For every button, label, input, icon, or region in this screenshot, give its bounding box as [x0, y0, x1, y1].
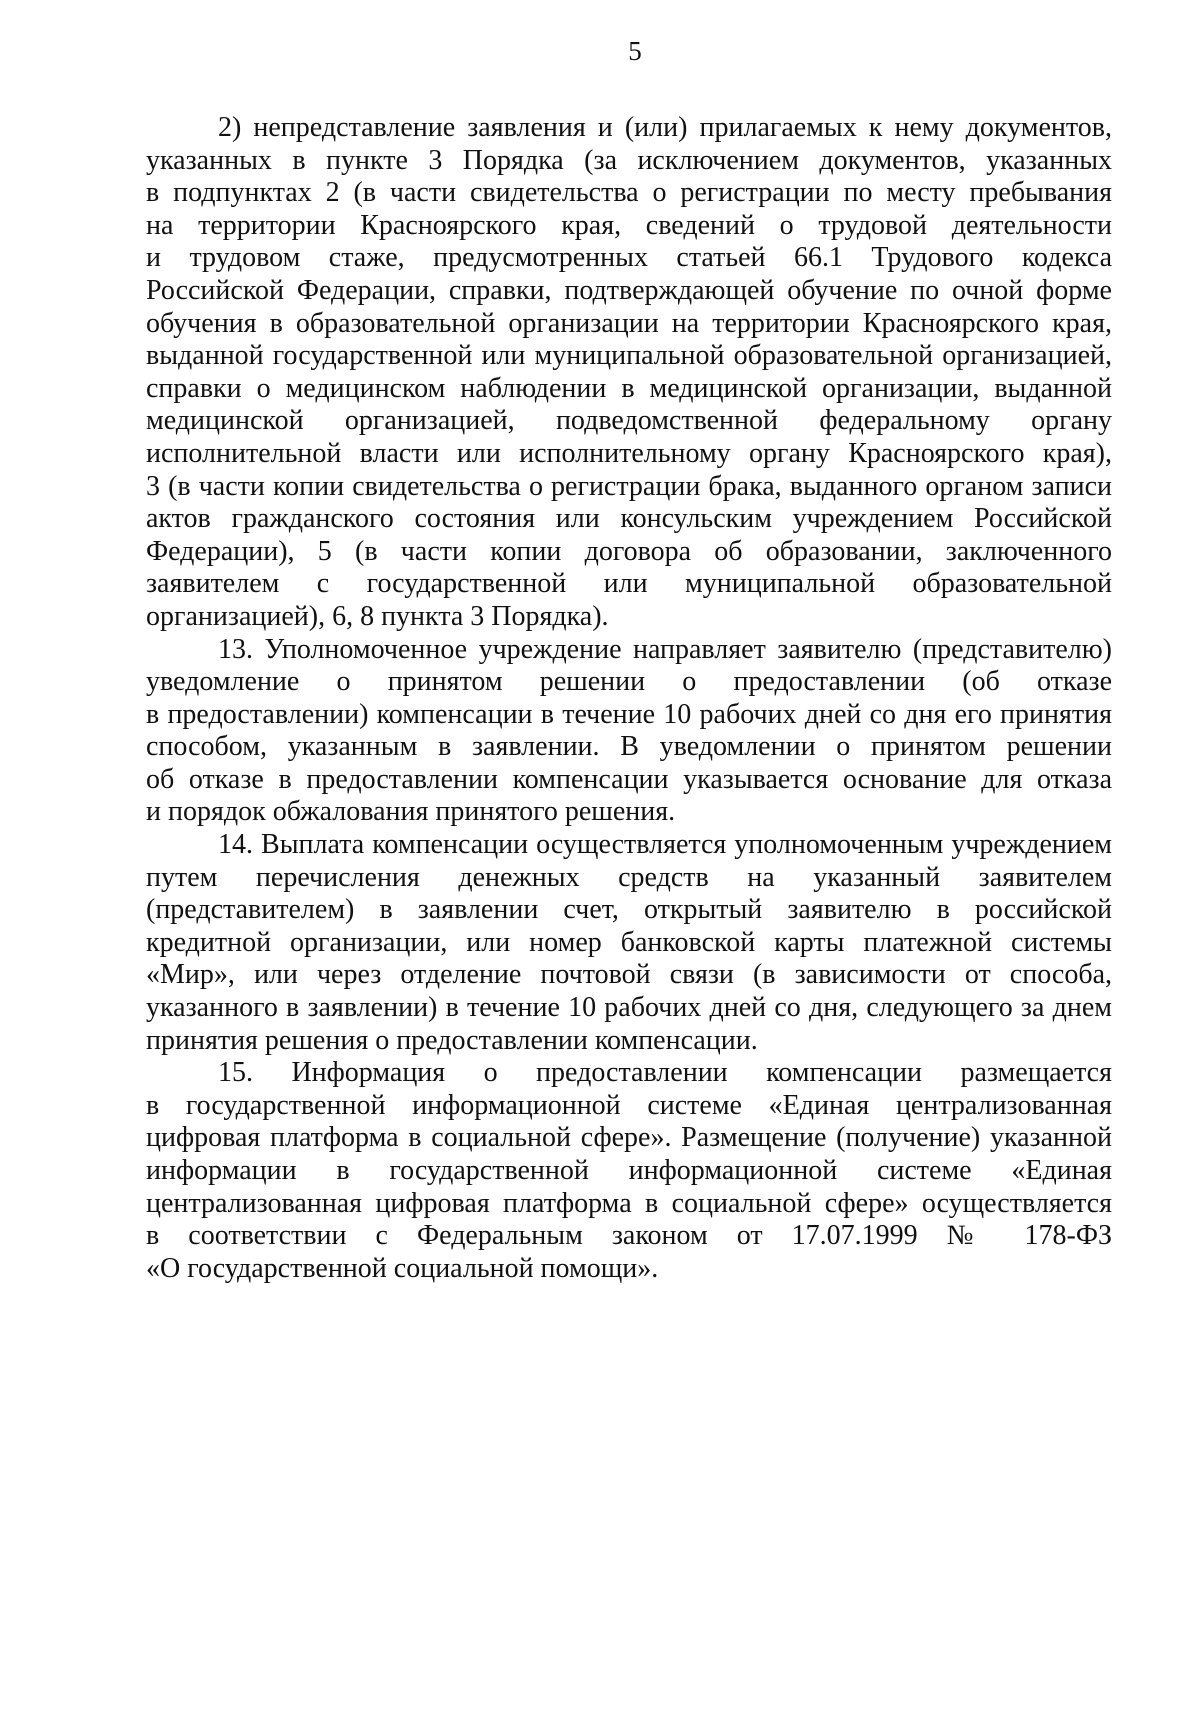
- text-line: заявителем с государственной или муниципальной образовательной: [146, 568, 1112, 600]
- text-line: 3 (в части копии свидетельства о регистрации брака, выданного органом записи: [146, 470, 1112, 502]
- document-body: [146, 112, 1112, 1285]
- text-line: Российской Федерации, справки, подтверждающей обучение по очной форме: [146, 274, 1112, 306]
- text-line: указанных в пункте 3 Порядка (за исключением документов, указанных: [146, 144, 1112, 176]
- text-line: об отказе в предоставлении компенсации указывается основание для отказа: [146, 763, 1112, 795]
- text-line: путем перечисления денежных средств на указанный заявителем: [146, 861, 1112, 893]
- text-line: 15. Информация о предоставлении компенсации размещается: [218, 1057, 1112, 1089]
- text-line: исполнительной власти или исполнительному органу Красноярского края),: [146, 437, 1112, 469]
- text-line: выданной государственной или муниципальной образовательной организацией,: [146, 340, 1112, 372]
- text-line: способом, указанным в заявлении. В уведомлении о принятом решении: [146, 731, 1112, 763]
- text-line: 2) непредставление заявления и (или) прилагаемых к нему документов,: [218, 112, 1112, 143]
- text-line: обучения в образовательной организации на территории Красноярского края,: [146, 307, 1112, 339]
- text-line: 14. Выплата компенсации осуществляется уполномоченным учреждением: [218, 829, 1112, 861]
- paragraph-item-14: [146, 829, 1112, 1057]
- text-line: в соответствии с Федеральным законом от 17.07.1999 № 178-ФЗ: [146, 1220, 1112, 1252]
- text-line: уведомление о принятом решении о предоставлении (об отказе: [146, 666, 1112, 698]
- text-line: организацией), 6, 8 пункта 3 Порядка).: [146, 600, 609, 632]
- text-line: Федерации), 5 (в части копии договора об образовании, заключенного: [146, 535, 1112, 567]
- text-line: «Мир», или через отделение почтовой связи (в зависимости от способа,: [146, 959, 1112, 991]
- page-number: 5: [628, 36, 642, 66]
- text-line: актов гражданского состояния или консульским учреждением Российской: [146, 503, 1112, 535]
- text-line: цифровая платформа в социальной сфере». Размещение (получение) указанной: [146, 1122, 1112, 1154]
- text-line: 13. Уполномоченное учреждение направляет заявителю (представителю): [218, 633, 1112, 665]
- text-line: принятия решения о предоставлении компенсации.: [146, 1024, 758, 1056]
- text-line: централизованная цифровая платформа в социальной сфере» осуществляется: [146, 1187, 1112, 1219]
- paragraph-item-13: [146, 634, 1112, 830]
- text-line: и трудовом стаже, предусмотренных статьей 66.1 Трудового кодекса: [146, 242, 1112, 274]
- text-line: на территории Красноярского края, сведений о трудовой деятельности: [146, 209, 1112, 241]
- text-line: медицинской организацией, подведомственной федеральному органу: [146, 405, 1112, 437]
- text-line: в государственной информационной системе «Единая централизованная: [146, 1089, 1112, 1121]
- text-line: в подпунктах 2 (в части свидетельства о регистрации по месту пребывания: [146, 177, 1112, 209]
- text-line: и порядок обжалования принятого решения.: [146, 796, 676, 828]
- text-line: кредитной организации, или номер банковской карты платежной системы: [146, 926, 1112, 958]
- text-line: информации в государственной информационной системе «Единая: [146, 1155, 1112, 1186]
- text-line: в предоставлении) компенсации в течение 10 рабочих дней со дня его принятия: [146, 698, 1112, 730]
- text-line: указанного в заявлении) в течение 10 рабочих дней со дня, следующего за днем: [146, 992, 1112, 1024]
- paragraph-item-2: [146, 112, 1112, 634]
- text-line: (представителем) в заявлении счет, открытый заявителю в российской: [146, 894, 1112, 926]
- paragraph-item-15: [146, 1057, 1112, 1285]
- text-line: «О государственной социальной помощи».: [146, 1252, 659, 1284]
- text-line: справки о медицинском наблюдении в медицинской организации, выданной: [146, 372, 1112, 404]
